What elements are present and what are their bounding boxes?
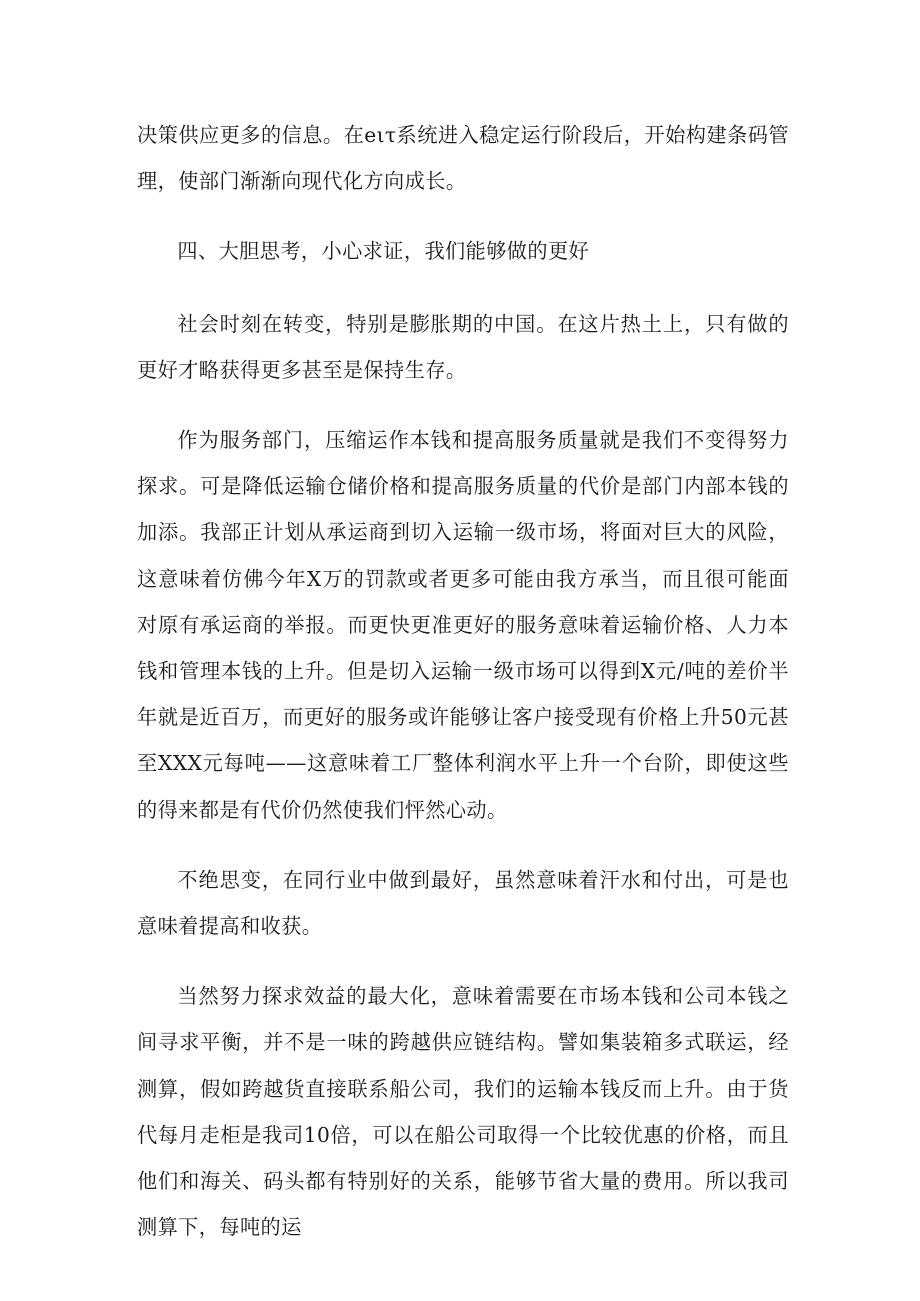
paragraph: 作为服务部门，压缩运作本钱和提高服务质量就是我们不变得努力探求。可是降低运输仓储价格和提高服务质量的代价是部门内部本钱的加添。我部正计划从承运商到切入运输一级市场，将面对巨大的风险，这意味着仿佛今年X万的罚款或者更多可能由我方承当，而且很可能面对原有承运商的举报。而更快更准更好的服务意味着运输价格、人力本钱和管理本钱的上升。但是切入运输一级市场可以得到X元/吨的差价半年就是近百万，而更好的服务或许能够让客户接受现有价格上升50元甚至XXX元每吨——这意味着工厂整体利润水平上升一个台阶，即使这些的得来都是有代价仍然使我们怦然心动。: [137, 428, 789, 822]
paragraph-continuation: 决策供应更多的信息。在eιτ系统进入稳定运行阶段后，开始构建条码管理，使部门渐渐向现代化方向成长。: [137, 123, 789, 194]
paragraph: 不绝思变，在同行业中做到最好，虽然意味着汗水和付出，可是也意味着提高和收获。: [137, 867, 789, 939]
section-heading: 四、大胆思考，小心求证，我们能够做的更好: [177, 239, 590, 264]
document-body: [137, 112, 789, 1274]
paragraph: 当然努力探求效益的最大化，意味着需要在市场本钱和公司本钱之间寻求平衡，并不是一味的跨越供应链结构。譬如集装箱多式联运，经测算，假如跨越货直接联系船公司，我们的运输本钱反而上升。由于货代每月走柜是我司10倍，可以在船公司取得一个比较优惠的价格，而且他们和海关、码头都有特别好的关系，能够节省大量的费用。所以我司测算下，每吨的运: [137, 984, 789, 1240]
paragraph: 社会时刻在转变，特别是膨胀期的中国。在这片热土上，只有做的更好才略获得更多甚至是保持生存。: [137, 311, 789, 382]
